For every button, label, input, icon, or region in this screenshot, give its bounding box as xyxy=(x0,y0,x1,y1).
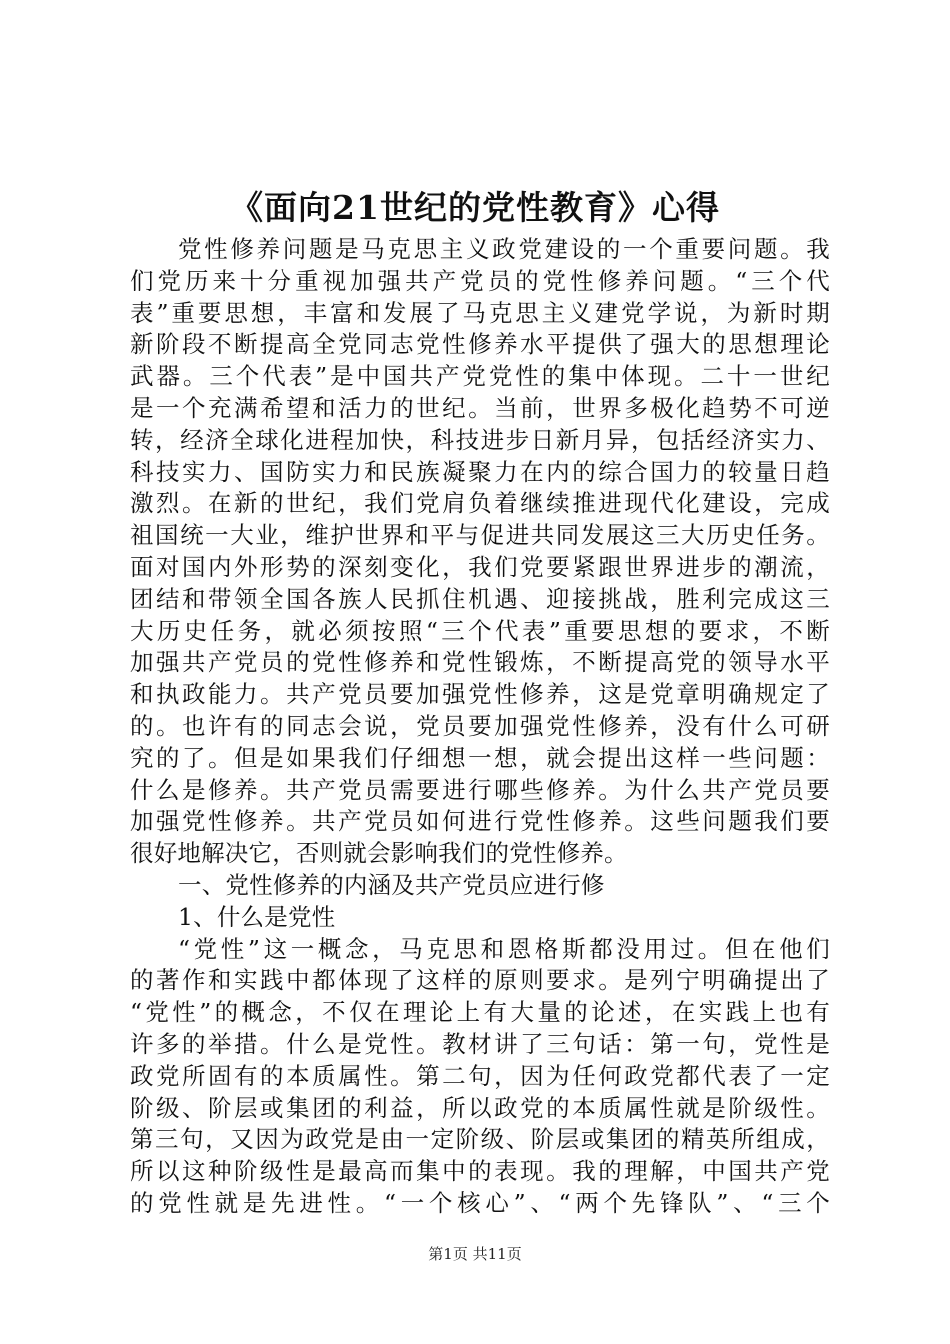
paragraph-line: 团结和带领全国各族人民抓住机遇、迎接挑战，胜利完成这三 xyxy=(130,584,830,613)
document-body xyxy=(130,234,830,1220)
paragraph-line: 阶级、阶层或集团的利益，所以政党的本质属性就是阶级性。 xyxy=(130,1093,830,1122)
paragraph-line: 是一个充满希望和活力的世纪。当前，世界多极化趋势不可逆 xyxy=(130,393,830,422)
paragraph-line: 表”重要思想，丰富和发展了马克思主义建党学说，为新时期 xyxy=(130,298,830,327)
paragraph-line: 面对国内外形势的深刻变化，我们党要紧跟世界进步的潮流， xyxy=(130,552,830,581)
paragraph-line: 加强党性修养。共产党员如何进行党性修养。这些问题我们要 xyxy=(130,807,830,836)
paragraph-line: 的著作和实践中都体现了这样的原则要求。是列宁明确提出了 xyxy=(130,966,830,995)
paragraph-line: 很好地解决它，否则就会影响我们的党性修养。 xyxy=(130,839,628,868)
paragraph-line: 武器。三个代表”是中国共产党党性的集中体现。二十一世纪 xyxy=(130,362,830,391)
paragraph-line: 所以这种阶级性是最高而集中的表现。我的理解，中国共产党 xyxy=(130,1157,830,1186)
subsection-heading: 1、什么是党性 xyxy=(178,902,336,931)
page-footer xyxy=(0,1244,950,1264)
paragraph-line: 们党历来十分重视加强共产党员的党性修养问题。“三个代 xyxy=(130,266,830,295)
paragraph-line: 究的了。但是如果我们仔细想一想，就会提出这样一些问题： xyxy=(130,743,830,772)
paragraph-line: “党性”这一概念，马克思和恩格斯都没用过。但在他们 xyxy=(178,934,830,963)
page-number: 第1页 共11页 xyxy=(428,1245,522,1263)
paragraph-line: 党性修养问题是马克思主义政党建设的一个重要问题。我 xyxy=(178,235,830,263)
paragraph-line: 大历史任务，就必须按照“三个代表”重要思想的要求，不断 xyxy=(130,616,830,645)
paragraph-line: “党性”的概念，不仅在理论上有大量的论述，在实践上也有 xyxy=(130,998,830,1027)
paragraph-line: 什么是修养。共产党员需要进行哪些修养。为什么共产党员要 xyxy=(130,775,830,804)
paragraph-line: 转，经济全球化进程加快，科技进步日新月异，包括经济实力、 xyxy=(130,425,830,454)
paragraph-line: 的党性就是先进性。“一个核心”、“两个先锋队”、“三个 xyxy=(130,1188,830,1217)
paragraph-line: 的。也许有的同志会说，党员要加强党性修养，没有什么可研 xyxy=(130,711,830,740)
paragraph-line: 第三句，又因为政党是由一定阶级、阶层或集团的精英所组成， xyxy=(130,1125,830,1154)
paragraph-line: 激烈。在新的世纪，我们党肩负着继续推进现代化建设，完成 xyxy=(130,489,830,518)
document-title: 《面向21世纪的党性教育》心得 xyxy=(230,188,720,227)
paragraph-line: 许多的举措。什么是党性。教材讲了三句话：第一句，党性是 xyxy=(130,1029,830,1058)
paragraph-line: 和执政能力。共产党员要加强党性修养，这是党章明确规定了 xyxy=(130,680,830,709)
paragraph-line: 新阶段不断提高全党同志党性修养水平提供了强大的思想理论 xyxy=(130,330,830,359)
paragraph-line: 祖国统一大业，维护世界和平与促进共同发展这三大历史任务。 xyxy=(130,521,830,550)
paragraph-line: 政党所固有的本质属性。第二句，因为任何政党都代表了一定 xyxy=(130,1061,830,1090)
section-heading: 一、党性修养的内涵及共产党员应进行修 xyxy=(178,870,605,899)
paragraph-line: 加强共产党员的党性修养和党性锻炼，不断提高党的领导水平 xyxy=(130,648,830,677)
paragraph-line: 科技实力、国防实力和民族凝聚力在内的综合国力的较量日趋 xyxy=(130,457,830,486)
